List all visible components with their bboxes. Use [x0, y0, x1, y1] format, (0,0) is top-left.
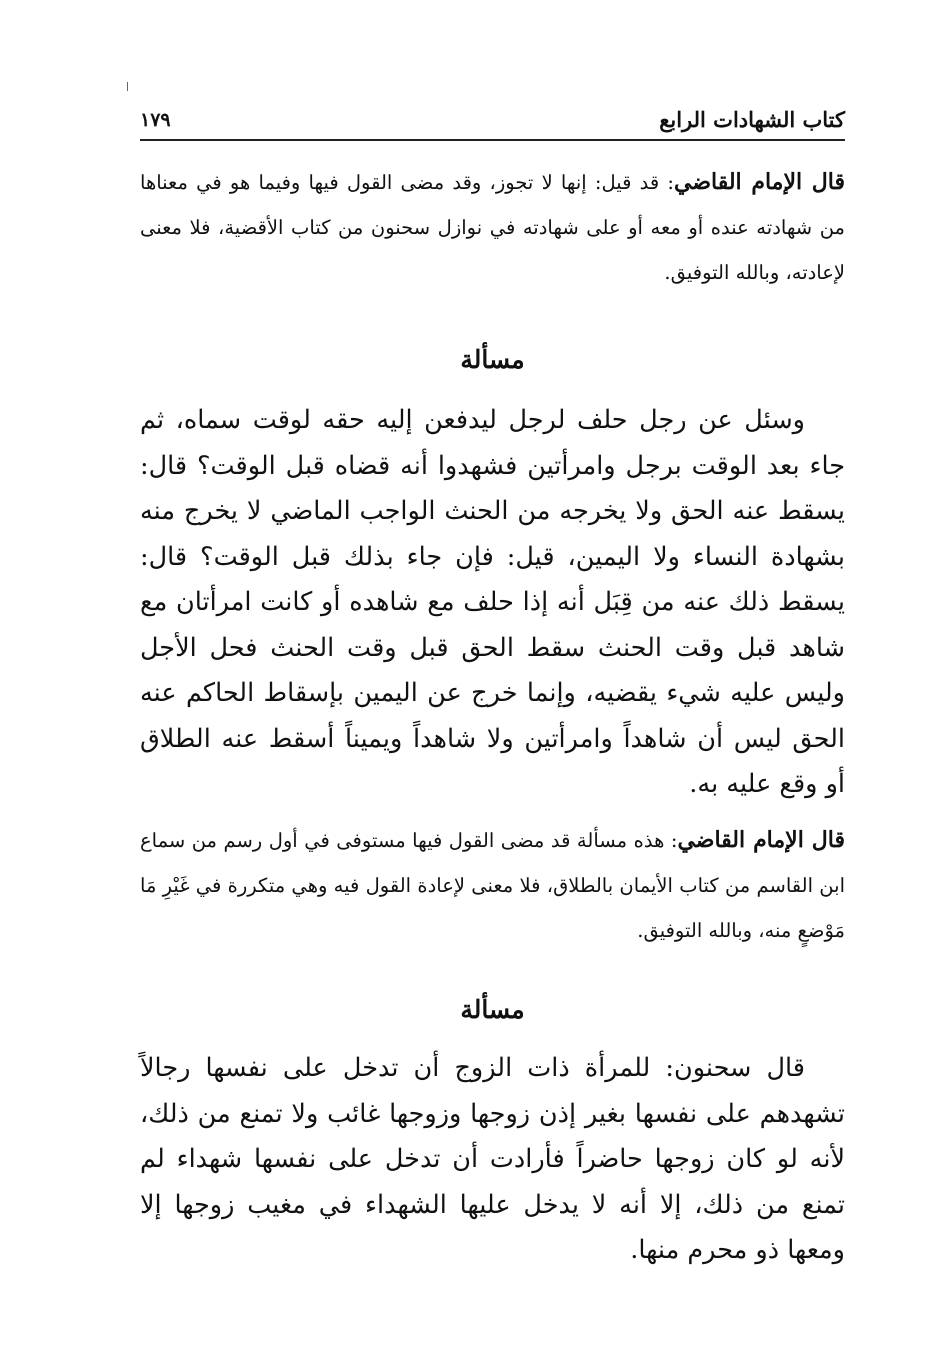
comment-text: : قد قيل: إنها لا تجوز، وقد مضى القول فيها وفيما هو في معناها من شهادته عنده أو معه أو على شهادته في نوازل سحنون من كتاب الأقضية، فلا معنى لإعادته، وبالله التوفيق.	[140, 171, 845, 284]
judge-comment-2	[140, 818, 845, 953]
comment-text: : هذه مسألة قد مضى القول فيها مستوفى في أول رسم من سماع ابن القاسم من كتاب الأيمان بالطلاق، فلا معنى لإعادة القول فيه وهي متكررة في غَيْرِ مَا مَوْضعٍ منه، وبالله التوفيق.	[140, 829, 845, 942]
judge-comment-1	[140, 160, 845, 295]
comment-lead: قال الإمام القاضي	[677, 827, 845, 853]
header-rule	[140, 139, 845, 141]
running-title: كتاب الشهادات الرابع	[659, 107, 845, 132]
body-paragraph-2: قال سحنون: للمرأة ذات الزوج أن تدخل على نفسها رجالاً تشهدهم على نفسها بغير إذن زوجها وزوجها غائب ولا تمنع من ذلك، لأنه لو كان زوجها حاضراً فأرادت أن تدخل على نفسها شهداء لم تمنع من ذلك، إلا أنه لا يدخل عليها الشهداء في مغيب زوجها إلا ومعها ذو محرم منها.	[140, 1053, 845, 1265]
margin-mark	[127, 82, 128, 91]
body-paragraph-1: وسئل عن رجل حلف لرجل ليدفعن إليه حقه لوقت سماه، ثم جاء بعد الوقت برجل وامرأتين فشهدوا أنه قضاه قبل الوقت؟ قال: يسقط عنه الحق ولا يخرجه من الحنث الواجب الماضي لا يخرج منه بشهادة النساء ولا اليمين، قيل: فإن جاء بذلك قبل الوقت؟ قال: يسقط ذلك عنه من قِبَل أنه إذا حلف مع شاهده أو كانت امرأتان مع شاهد قبل وقت الحنث سقط الحق قبل وقت الحنث فحل الأجل وليس عليه شيء يقضيه، وإنما خرج عن اليمين بإسقاط الحاكم عنه الحق ليس أن شاهداً وامرأتين ولا شاهداً ويميناً أسقط عنه الطلاق أو وقع عليه به.	[140, 405, 845, 799]
section-heading-2: مسألة	[460, 995, 525, 1024]
page-header	[140, 98, 845, 134]
comment-lead: قال الإمام القاضي	[674, 169, 845, 195]
page-number: ١٧٩	[140, 109, 171, 131]
section-heading-1: مسألة	[460, 345, 525, 374]
